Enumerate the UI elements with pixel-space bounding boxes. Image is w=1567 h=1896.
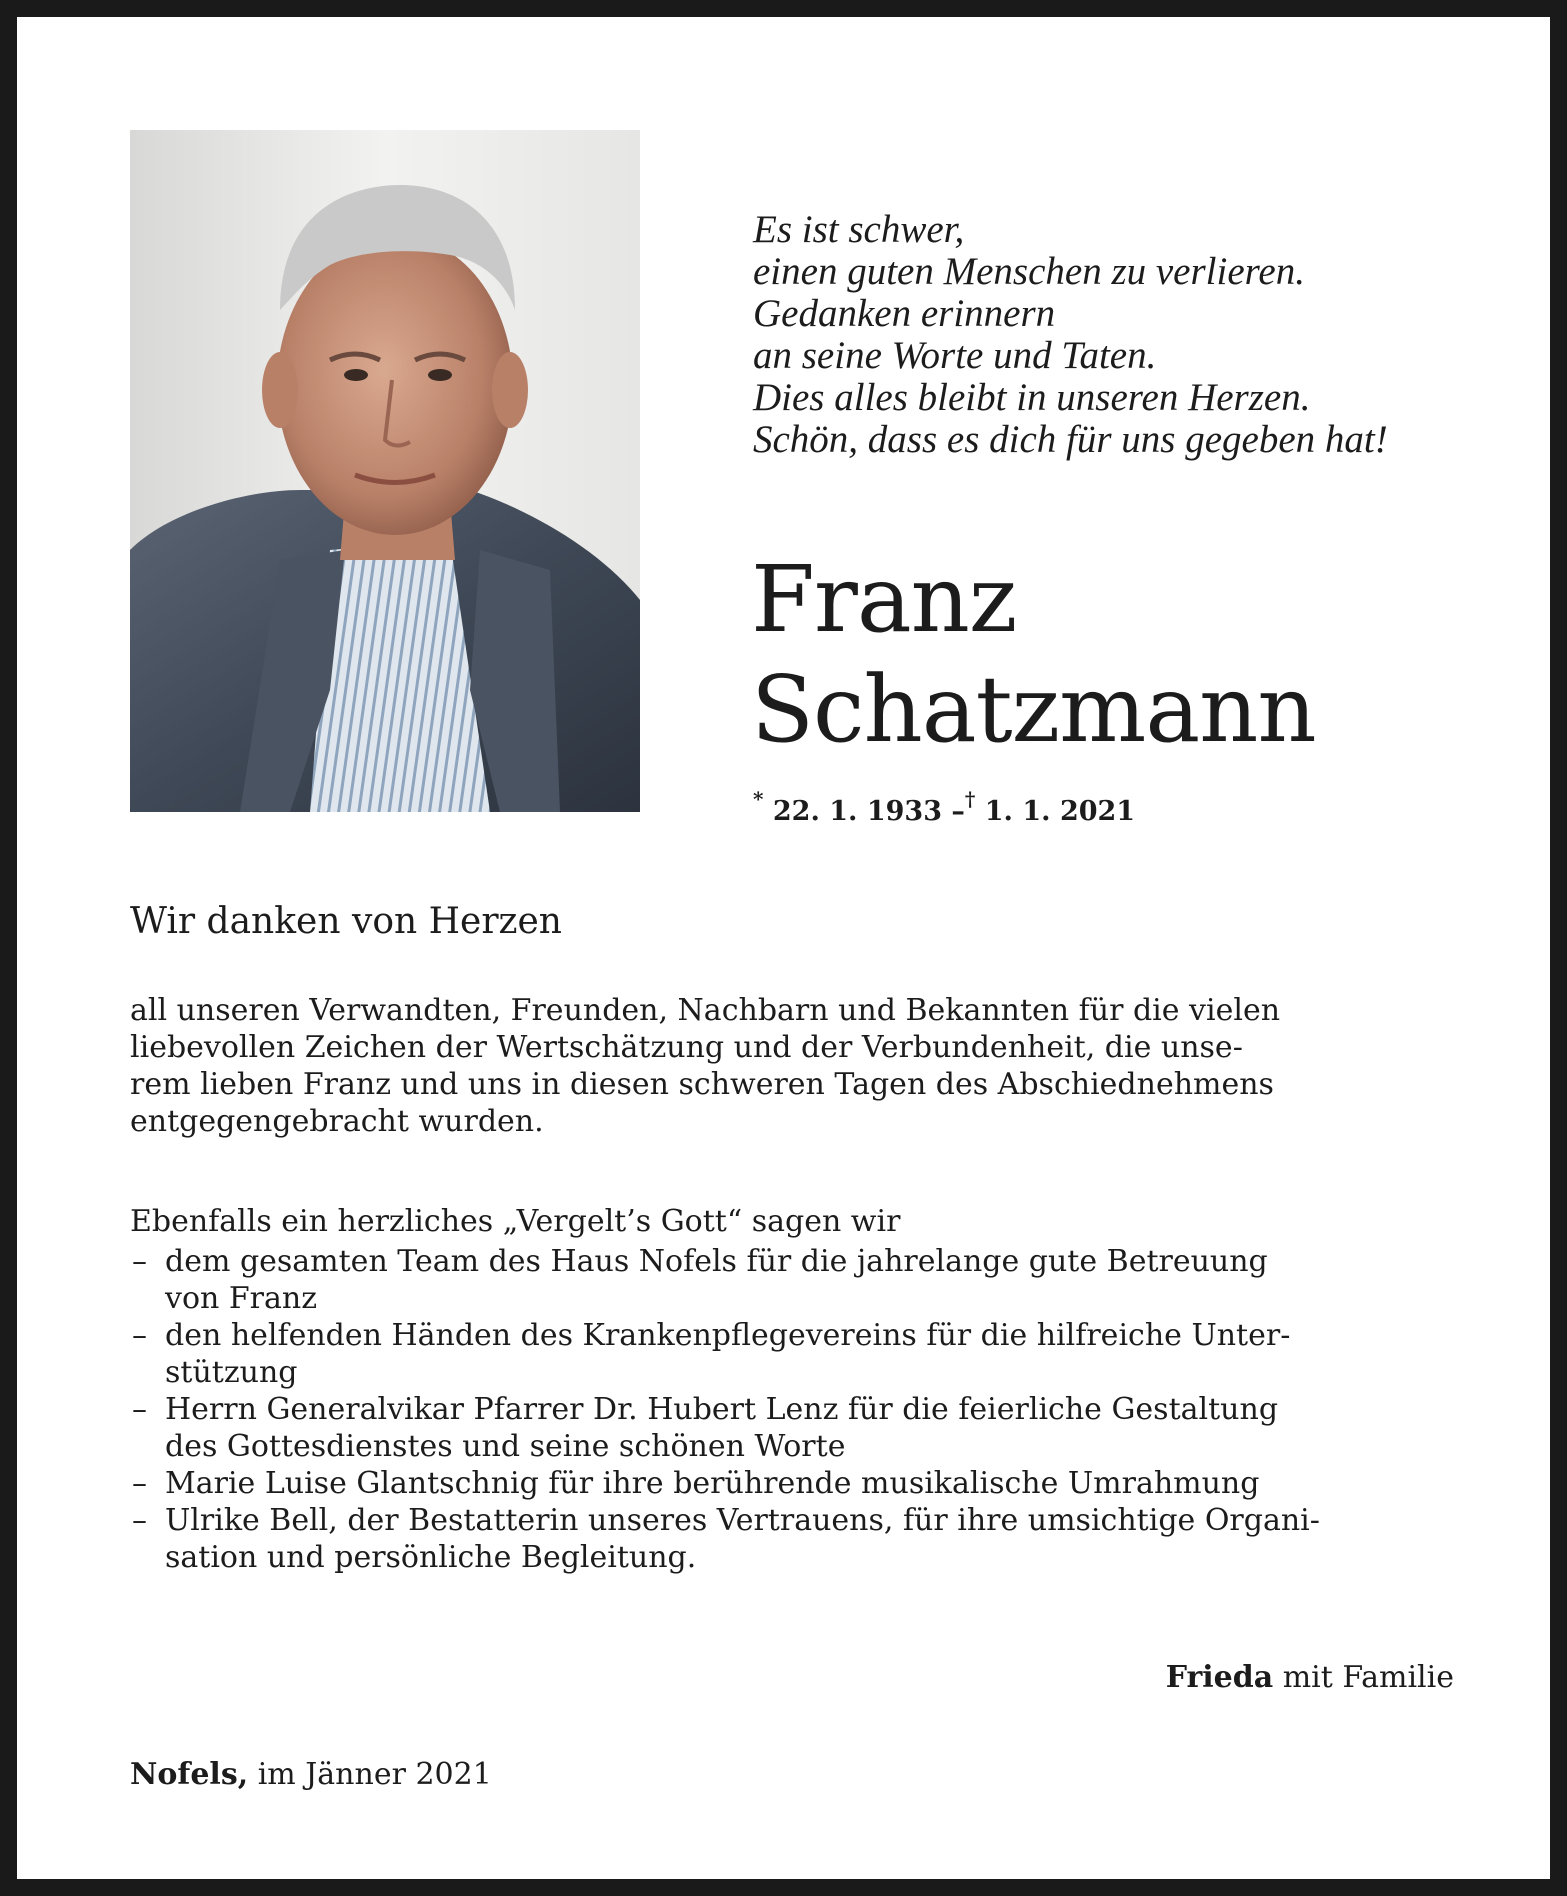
deceased-name	[751, 545, 1316, 765]
poem	[753, 209, 1453, 461]
place-month: im Jänner 2021	[248, 1757, 492, 1792]
paragraph-line: all unseren Verwandten, Freunden, Nachbarn und Bekannten für die vielen	[130, 993, 1281, 1028]
date-separator: –	[951, 796, 965, 827]
first-name: Franz	[751, 546, 1017, 653]
list-dash: –	[132, 1392, 147, 1427]
poem-line: einen guten Menschen zu verlieren.	[753, 250, 1305, 293]
list-item-line: sation und persönliche Begleitung.	[165, 1540, 697, 1575]
signature	[1166, 1658, 1454, 1698]
poem-line: Dies alles bleibt in unseren Herzen.	[753, 376, 1311, 419]
list-item-line: Ulrike Bell, der Bestatterin unseres Vertrauens, für ihre umsichtige Organi-	[165, 1503, 1320, 1538]
last-name: Schatzmann	[751, 656, 1316, 763]
thanks-list	[130, 1243, 1450, 1576]
paragraph-line: liebevollen Zeichen der Wertschätzung und der Verbundenheit, die unse-	[130, 1030, 1243, 1065]
list-item-line: von Franz	[165, 1281, 318, 1316]
list-item-line: des Gottesdienstes und seine schönen Worte	[165, 1429, 846, 1464]
place-town: Nofels,	[130, 1757, 249, 1792]
thanks-intro: Ebenfalls ein herzliches „Vergelt’s Gott“ sagen wir	[130, 1204, 901, 1239]
poem-line: an seine Worte und Taten.	[753, 334, 1157, 377]
death-symbol: †	[964, 787, 976, 811]
obituary-sheet	[17, 17, 1550, 1879]
death-date: 1. 1. 2021	[984, 796, 1136, 827]
life-dates	[753, 779, 1135, 832]
list-item-line: dem gesamten Team des Haus Nofels für die jahrelange gute Betreuung	[165, 1244, 1268, 1279]
poem-line: Es ist schwer,	[753, 208, 965, 251]
list-item-line: Marie Luise Glantschnig für ihre berührende musikalische Umrahmung	[165, 1466, 1260, 1501]
list-dash: –	[132, 1318, 147, 1353]
list-item-line: Herrn Generalvikar Pfarrer Dr. Hubert Lenz für die feierliche Gestaltung	[165, 1392, 1279, 1427]
paragraph-line: rem lieben Franz und uns in diesen schweren Tagen des Abschiednehmens	[130, 1067, 1274, 1102]
thanks-heading: Wir danken von Herzen	[130, 901, 562, 942]
list-item	[130, 1465, 1450, 1502]
birth-symbol: *	[753, 787, 764, 811]
paragraph-line: entgegengebracht wurden.	[130, 1104, 544, 1139]
poem-line: Gedanken erinnern	[753, 292, 1056, 335]
portrait-image	[130, 130, 640, 812]
signature-name: Frieda	[1165, 1660, 1274, 1695]
list-item	[130, 1243, 1450, 1317]
thanks-paragraph	[130, 992, 1450, 1140]
list-item	[130, 1317, 1450, 1391]
birth-date: 22. 1. 1933	[772, 796, 942, 827]
list-dash: –	[132, 1503, 147, 1538]
list-item-line: stützung	[165, 1355, 298, 1390]
list-dash: –	[132, 1244, 147, 1279]
signature-suffix: mit Familie	[1273, 1660, 1454, 1695]
list-dash: –	[132, 1466, 147, 1501]
place-date	[130, 1755, 492, 1795]
list-item	[130, 1391, 1450, 1465]
poem-line: Schön, dass es dich für uns gegeben hat!	[753, 418, 1388, 461]
portrait-photo	[130, 130, 640, 812]
list-item	[130, 1502, 1450, 1576]
list-item-line: den helfenden Händen des Krankenpflegevereins für die hilfreiche Unter-	[165, 1318, 1291, 1353]
